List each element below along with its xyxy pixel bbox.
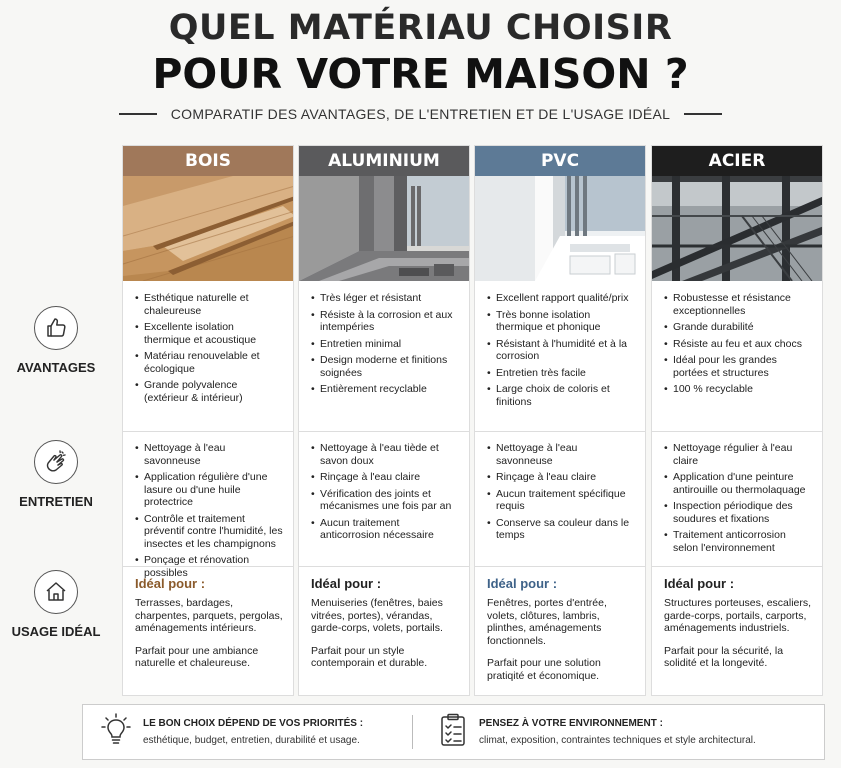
subtitle-row bbox=[0, 106, 841, 122]
list-item: • Grande polyvalence (extérieur & intérieur) bbox=[135, 379, 283, 404]
column-header: BOIS bbox=[123, 146, 293, 176]
cleaning-hand-icon bbox=[34, 440, 78, 484]
row-label-entretien bbox=[0, 440, 112, 509]
ideal-text: Menuiseries (fenêtres, baies vitrées, portes), vérandas, garde-corps, volets, portails. bbox=[311, 597, 443, 634]
list-item: • Contrôle et traitement préventif contre l'humidité, les insectes et les champignons bbox=[135, 513, 283, 551]
footer-divider bbox=[412, 715, 413, 749]
divider bbox=[123, 431, 293, 432]
usage-section bbox=[299, 576, 469, 670]
list-item: • 100 % recyclable bbox=[664, 383, 812, 396]
list-item: • Ponçage et rénovation possibles bbox=[135, 554, 283, 579]
list-item: • Entretien très facile bbox=[487, 367, 635, 380]
ideal-text: Fenêtres, portes d'entrée, volets, clôtures, lambris, plinthes, aménagements fonctionnels. bbox=[487, 597, 607, 647]
entretien-section bbox=[123, 442, 293, 583]
material-column-aluminium bbox=[298, 145, 470, 696]
list-item: • Très bonne isolation thermique et phonique bbox=[487, 309, 635, 334]
material-column-pvc bbox=[474, 145, 646, 696]
list-item: • Esthétique naturelle et chaleureuse bbox=[135, 292, 283, 317]
divider bbox=[652, 566, 822, 567]
title-line-1: QUEL MATÉRIAU CHOISIR bbox=[168, 8, 673, 48]
footer-right bbox=[439, 705, 756, 759]
list-item: • Application d'une peinture antirouille ou thermolaquage bbox=[664, 471, 812, 496]
ideal-text: Terrasses, bardages, charpentes, parquets, pergolas, aménagements intérieurs. bbox=[135, 597, 283, 634]
row-label-avantages bbox=[0, 306, 112, 375]
lightbulb-icon bbox=[101, 712, 131, 753]
list-item: • Robustesse et résistance exceptionnelles bbox=[664, 292, 812, 317]
list-item: • Excellent rapport qualité/prix bbox=[487, 292, 635, 305]
subtitle: COMPARATIF DES AVANTAGES, DE L'ENTRETIEN ET DE L'USAGE IDÉAL bbox=[170, 106, 671, 122]
list-item: • Idéal pour les grandes portées et structures bbox=[664, 354, 812, 379]
list-item: • Excellente isolation thermique et acoustique bbox=[135, 321, 283, 346]
divider bbox=[652, 431, 822, 432]
ideal-title: Idéal pour : bbox=[311, 576, 382, 591]
divider bbox=[299, 566, 469, 567]
material-column-acier bbox=[651, 145, 823, 696]
list-item: • Entièrement recyclable bbox=[311, 383, 459, 396]
ideal-note: Parfait pour une ambiance naturelle et chaleureuse. bbox=[135, 644, 259, 669]
list-item: • Nettoyage à l'eau savonneuse bbox=[135, 442, 283, 467]
list-item: • Inspection périodique des soudures et fixations bbox=[664, 500, 812, 525]
wood-planks-image bbox=[123, 176, 293, 281]
column-header: ACIER bbox=[652, 146, 822, 176]
avantages-section bbox=[475, 292, 645, 412]
list-item: • Aucun traitement anticorrosion nécessaire bbox=[311, 517, 459, 542]
entretien-section bbox=[652, 442, 822, 558]
footer-banner bbox=[82, 704, 825, 760]
entretien-section bbox=[299, 442, 469, 546]
ideal-note: Parfait pour une solution pratiqité et économique. bbox=[487, 657, 601, 682]
list-item: • Résiste à la corrosion et aux intempéries bbox=[311, 309, 459, 334]
entretien-section bbox=[475, 442, 645, 546]
list-item: • Entretien minimal bbox=[311, 338, 459, 351]
footer-left bbox=[101, 705, 363, 759]
footer-left-text: esthétique, budget, entretien, durabilité et usage. bbox=[143, 735, 360, 746]
clipboard-checklist-icon bbox=[439, 713, 467, 752]
ideal-title: Idéal pour : bbox=[487, 576, 558, 591]
subtitle-line-right bbox=[684, 113, 722, 115]
list-item: • Nettoyage régulier à l'eau claire bbox=[664, 442, 812, 467]
steel-stairs-image bbox=[652, 176, 822, 281]
avantages-section bbox=[299, 292, 469, 400]
usage-section bbox=[123, 576, 293, 670]
ideal-note: Parfait pour un style contemporain et durable. bbox=[311, 644, 428, 669]
row-label-text: ENTRETIEN bbox=[19, 494, 93, 509]
material-column-bois bbox=[122, 145, 294, 696]
house-icon bbox=[34, 570, 78, 614]
list-item: • Très léger et résistant bbox=[311, 292, 459, 305]
footer-left-bold: LE BON CHOIX DÉPEND DE VOS PRIORITÉS : bbox=[143, 718, 364, 729]
thumbs-up-icon bbox=[34, 306, 78, 350]
list-item: • Vérification des joints et mécanismes une fois par an bbox=[311, 488, 459, 513]
divider bbox=[475, 431, 645, 432]
avantages-section bbox=[123, 292, 293, 408]
usage-section bbox=[652, 576, 822, 670]
list-item: • Matériau renouvelable et écologique bbox=[135, 350, 283, 375]
divider bbox=[475, 566, 645, 567]
column-header: ALUMINIUM bbox=[299, 146, 469, 176]
list-item: • Traitement anticorrosion selon l'environnement bbox=[664, 529, 812, 554]
ideal-title: Idéal pour : bbox=[664, 576, 735, 591]
divider bbox=[299, 431, 469, 432]
list-item: • Résiste au feu et aux chocs bbox=[664, 338, 812, 351]
list-item: • Application régulière d'une lasure ou d'une huile protectrice bbox=[135, 471, 283, 509]
list-item: • Résistant à l'humidité et à la corrosion bbox=[487, 338, 635, 363]
list-item: • Rinçage à l'eau claire bbox=[487, 471, 635, 484]
ideal-note: Parfait pour la sécurité, la solidité et la longevité. bbox=[664, 644, 784, 669]
ideal-title: Idéal pour : bbox=[135, 576, 206, 591]
list-item: • Nettoyage à l'eau tiède et savon doux bbox=[311, 442, 459, 467]
title-line-2: POUR VOTRE MAISON ? bbox=[152, 50, 689, 98]
list-item: • Large choix de coloris et finitions bbox=[487, 383, 635, 408]
list-item: • Rinçage à l'eau claire bbox=[311, 471, 459, 484]
avantages-section bbox=[652, 292, 822, 400]
list-item: • Conserve sa couleur dans le temps bbox=[487, 517, 635, 542]
footer-right-text: climat, exposition, contraintes techniques et style architectural. bbox=[479, 735, 756, 746]
ideal-text: Structures porteuses, escaliers, garde-corps, portails, carports, aménagements industriels. bbox=[664, 597, 812, 634]
list-item: • Aucun traitement spécifique requis bbox=[487, 488, 635, 513]
usage-section bbox=[475, 576, 645, 682]
list-item: • Grande durabilité bbox=[664, 321, 812, 334]
row-label-text: AVANTAGES bbox=[16, 360, 96, 375]
aluminium-frame-image bbox=[299, 176, 469, 281]
divider bbox=[123, 566, 293, 567]
pvc-window-image bbox=[475, 176, 645, 281]
subtitle-line-left bbox=[119, 113, 157, 115]
footer-right-bold: PENSEZ À VOTRE ENVIRONNEMENT : bbox=[479, 718, 663, 729]
row-label-usage bbox=[0, 570, 112, 639]
row-label-text: USAGE IDÉAL bbox=[11, 624, 101, 639]
column-header: PVC bbox=[475, 146, 645, 176]
list-item: • Design moderne et finitions soignées bbox=[311, 354, 459, 379]
list-item: • Nettoyage à l'eau savonneuse bbox=[487, 442, 635, 467]
